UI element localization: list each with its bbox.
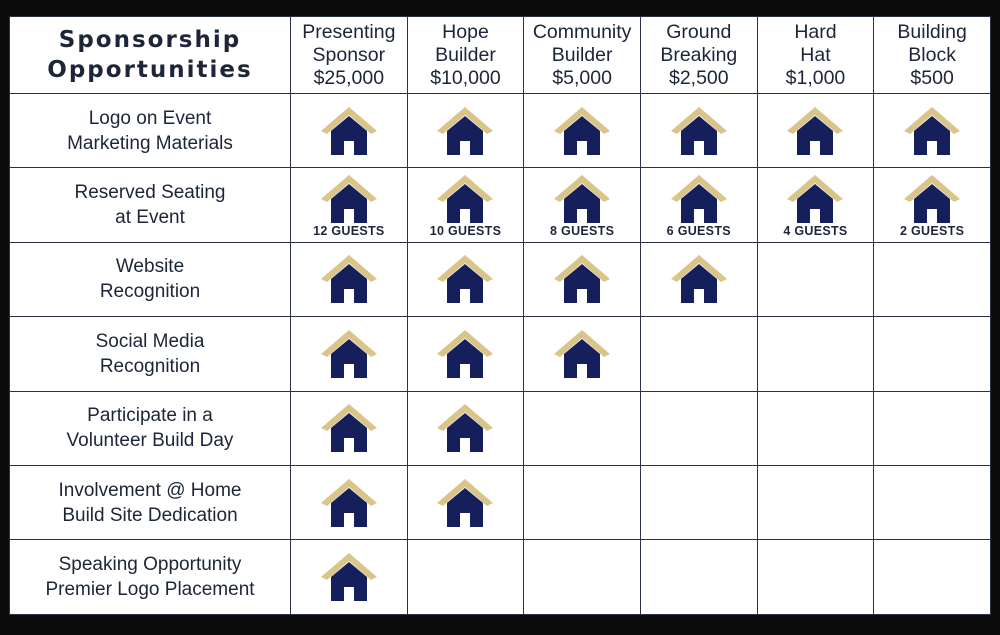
benefit-cell-included [291,242,408,316]
house-icon [669,105,729,157]
benefit-label-line: Reserved Seating [74,182,226,204]
benefit-row [10,540,991,614]
house-icon [552,328,612,380]
included-mark [408,253,524,305]
benefit-label-line: Build Site Dedication [62,504,238,526]
included-mark [524,173,640,238]
guest-count: 2 GUESTS [899,223,965,238]
benefit-label-line: Premier Logo Placement [45,579,255,601]
house-icon [435,173,495,225]
included-mark [291,402,407,454]
title-line-1: Sponsorship [58,27,242,53]
benefit-row [10,465,991,539]
benefit-cell-included [524,242,641,316]
tier-header-community-builder [524,17,641,94]
tier-price: $1,000 [785,66,846,89]
benefit-rows [10,94,991,615]
included-mark [291,328,407,380]
benefit-cell-empty [757,317,874,391]
benefit-cell-empty [524,540,641,614]
house-icon [319,173,379,225]
table-title [10,17,291,94]
house-icon [552,173,612,225]
benefit-cell-included [291,317,408,391]
benefit-label [10,94,291,168]
house-icon [319,551,379,603]
tier-name-line: Block [908,43,956,66]
house-icon [319,328,379,380]
guest-count: 10 GUESTS [429,223,502,238]
benefit-row [10,242,991,316]
included-mark [291,105,407,157]
included-mark [291,253,407,305]
benefit-label-line: Participate in a [87,405,213,427]
included-mark [408,328,524,380]
house-icon [669,253,729,305]
tier-price: $2,500 [668,66,729,89]
benefit-cell-included [407,391,524,465]
guest-count: 6 GUESTS [666,223,731,238]
title-line-2: Opportunities [47,57,253,83]
benefit-row [10,391,991,465]
benefit-label [10,391,291,465]
house-icon [319,477,379,529]
tier-name-line: Hard [794,20,837,43]
tier-header-ground-breaking [640,17,757,94]
benefit-row [10,317,991,391]
benefit-label [10,317,291,391]
benefit-cell-empty [874,391,991,465]
benefit-cell-included [640,168,757,242]
benefit-cell-empty [757,242,874,316]
benefit-label [10,540,291,614]
benefit-cell-empty [640,465,757,539]
benefit-cell-empty [757,465,874,539]
benefit-label-line: at Event [115,207,185,229]
tier-price: $5,000 [552,66,612,89]
tier-header-building-block [874,17,991,94]
benefit-cell-empty [874,465,991,539]
house-icon [435,402,495,454]
benefit-cell-included [291,391,408,465]
benefit-label-line: Speaking Opportunity [58,554,242,576]
tier-price: $10,000 [430,66,501,89]
included-mark [291,173,407,238]
included-mark [641,253,757,305]
house-icon [552,105,612,157]
benefit-cell-included [407,242,524,316]
included-mark [408,402,524,454]
house-icon [902,173,962,225]
header-row [10,17,991,94]
tier-name-line: Breaking [660,43,738,66]
benefit-cell-empty [874,242,991,316]
house-icon [902,105,962,157]
included-mark [641,105,757,157]
tier-name-line: Sponsor [312,43,386,66]
included-mark [408,477,524,529]
tier-name-line: Presenting [302,20,396,43]
tier-header-hard-hat [757,17,874,94]
benefit-cell-included [407,94,524,168]
benefit-cell-included [757,94,874,168]
included-mark [524,253,640,305]
benefit-label-line: Recognition [99,281,201,303]
benefit-cell-empty [757,391,874,465]
tier-header-presenting [291,17,408,94]
benefit-label-line: Website [115,256,185,278]
house-icon [319,253,379,305]
benefit-cell-included [874,168,991,242]
included-mark [291,477,407,529]
house-icon [319,105,379,157]
benefit-cell-included [407,317,524,391]
included-mark [758,105,874,157]
tier-price: $500 [910,66,954,89]
house-icon [319,402,379,454]
benefit-cell-empty [640,540,757,614]
benefit-cell-empty [757,540,874,614]
benefit-cell-included [757,168,874,242]
benefit-cell-included [524,94,641,168]
benefit-row [10,94,991,168]
included-mark [408,173,524,238]
benefit-cell-included [640,242,757,316]
guest-count: 8 GUESTS [550,223,615,238]
tier-price: $25,000 [313,66,385,89]
included-mark [758,173,874,238]
benefit-cell-included [524,317,641,391]
tier-name-line: Builder [435,43,496,66]
tier-header-hope-builder [407,17,524,94]
included-mark [874,173,990,238]
benefit-cell-included [407,465,524,539]
benefit-cell-included [291,168,408,242]
benefit-label [10,465,291,539]
included-mark [524,328,640,380]
house-icon [435,253,495,305]
benefit-cell-included [291,94,408,168]
benefit-label [10,242,291,316]
house-icon [552,253,612,305]
house-icon [435,328,495,380]
benefit-cell-empty [524,465,641,539]
benefit-label-line: Involvement @ Home [58,479,242,501]
benefit-label-line: Recognition [99,355,201,377]
house-icon [435,105,495,157]
benefit-cell-empty [874,317,991,391]
benefit-label-line: Volunteer Build Day [66,430,234,452]
benefit-cell-empty [874,540,991,614]
tier-name-line: Builder [551,43,613,66]
benefit-cell-included [524,168,641,242]
benefit-row [10,168,991,242]
benefit-label-line: Social Media [95,330,205,352]
benefit-label-line: Logo on Event [88,107,212,129]
guest-count: 12 GUESTS [313,223,385,238]
benefit-cell-empty [640,317,757,391]
benefit-label-line: Marketing Materials [67,132,233,154]
sponsorship-table-frame [9,16,990,614]
benefit-label [10,168,291,242]
house-icon [785,173,845,225]
benefit-cell-included [640,94,757,168]
benefit-cell-included [874,94,991,168]
benefit-cell-included [407,168,524,242]
benefit-cell-empty [407,540,524,614]
benefit-cell-included [291,540,408,614]
house-icon [669,173,729,225]
included-mark [524,105,640,157]
tier-name-line: Ground [666,20,732,43]
tier-name-line: Building [897,20,967,43]
house-icon [435,477,495,529]
tier-name-line: Hope [442,20,489,43]
tier-name-line: Hat [800,43,831,66]
included-mark [408,105,524,157]
included-mark [291,551,407,603]
guest-count: 4 GUESTS [783,223,848,238]
benefit-cell-included [291,465,408,539]
benefit-cell-empty [524,391,641,465]
benefit-cell-empty [640,391,757,465]
tier-name-line: Community [532,20,632,43]
house-icon [785,105,845,157]
sponsorship-table [9,16,991,615]
included-mark [874,105,990,157]
included-mark [641,173,757,238]
